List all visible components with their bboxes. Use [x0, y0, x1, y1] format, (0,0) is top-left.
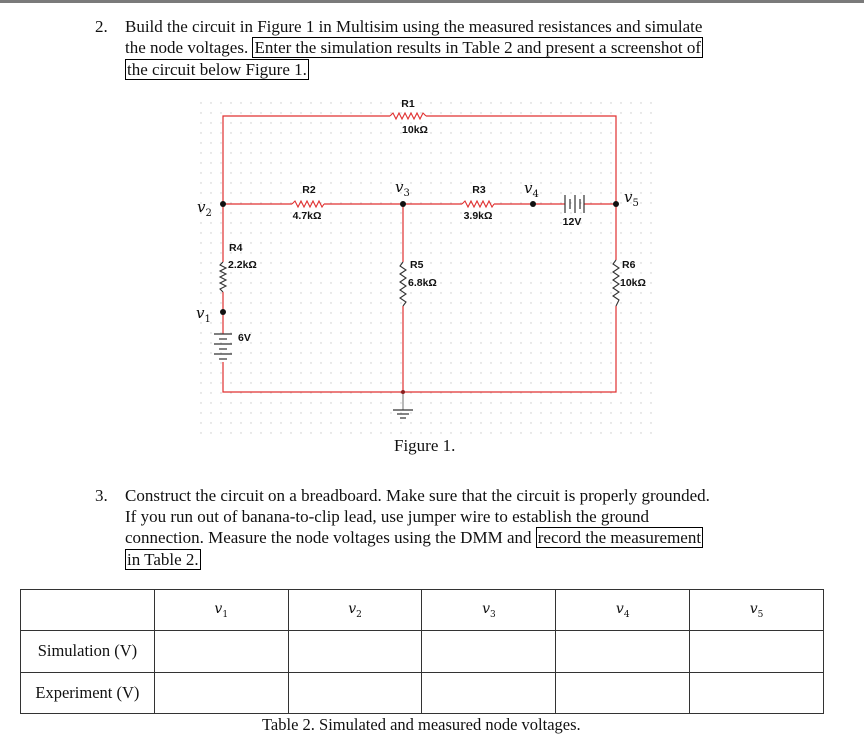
- task-2-line-3: [125, 59, 309, 80]
- cell-sim-v4[interactable]: [556, 631, 690, 672]
- ground-junction: [401, 390, 405, 394]
- cell-exp-v5[interactable]: [690, 672, 824, 713]
- cell-sim-v3[interactable]: [422, 631, 556, 672]
- node-v3-label: $v_3$: [395, 178, 410, 199]
- r6-name: R6: [622, 259, 636, 271]
- r1-name: R1: [401, 98, 415, 110]
- table-header-v4: $v_4$: [556, 590, 690, 631]
- cell-exp-v4[interactable]: [556, 672, 690, 713]
- cell-exp-v2[interactable]: [288, 672, 422, 713]
- task-2-line-1: Build the circuit in Figure 1 in Multisim using the measured resistances and simulate: [125, 17, 703, 36]
- node-v1-dot: [220, 309, 226, 315]
- table-corner-cell: [21, 590, 155, 631]
- task-2-highlight-1: Enter the simulation results in Table 2 and present a screenshot of: [254, 38, 701, 57]
- r5-name: R5: [410, 259, 424, 271]
- source-6v-label: 6V: [238, 332, 251, 344]
- task-3-highlight-1: record the measurement: [537, 528, 702, 547]
- node-v3-dot: [400, 201, 406, 207]
- task-2-line-2-text: the node voltages.: [125, 38, 253, 57]
- task-3-line-1: Construct the circuit on a breadboard. Make sure that the circuit is properly grounded.: [125, 486, 710, 505]
- cell-sim-v5[interactable]: [690, 631, 824, 672]
- task-3-line-4: [125, 549, 201, 570]
- task-3-line-3-text: connection. Measure the node voltages using the DMM and: [125, 528, 536, 547]
- table-header-v1: $v_1$: [154, 590, 288, 631]
- circuit-schematic: [190, 92, 660, 442]
- task-3-number: 3.: [95, 486, 108, 505]
- task-3-line-2: [125, 506, 649, 527]
- r4-name: R4: [229, 242, 243, 254]
- table-header-row: [21, 590, 824, 631]
- task-3-highlight-2: in Table 2.: [127, 550, 199, 569]
- node-v5-dot: [613, 201, 619, 207]
- table-header-v2: $v_2$: [288, 590, 422, 631]
- cell-sim-v1[interactable]: [154, 631, 288, 672]
- r6-value: 10kΩ: [620, 277, 646, 289]
- row-label-simulation: Simulation (V): [21, 631, 155, 672]
- task-3-line-2-text: If you run out of banana-to-clip lead, use jumper wire to establish the ground: [125, 507, 650, 526]
- r2-name: R2: [302, 184, 316, 196]
- figure-caption: Figure 1.: [394, 436, 456, 455]
- row-label-experiment: Experiment (V): [21, 672, 155, 713]
- page-top-rule: [0, 0, 864, 3]
- cell-exp-v1[interactable]: [154, 672, 288, 713]
- r2-value: 4.7kΩ: [292, 210, 322, 222]
- table-header-v3: $v_3$: [422, 590, 556, 631]
- r5-value: 6.8kΩ: [408, 277, 437, 289]
- task-3-line-3: [125, 527, 703, 548]
- table-caption: Table 2. Simulated and measured node voltages.: [262, 715, 581, 734]
- node-v2-dot: [220, 201, 226, 207]
- grid-background: [192, 94, 658, 436]
- node-v5-label: $v_5$: [624, 188, 639, 209]
- cell-exp-v3[interactable]: [422, 672, 556, 713]
- r4-value: 2.2kΩ: [228, 259, 257, 271]
- r1-value: 10kΩ: [402, 124, 428, 136]
- node-voltage-table: [20, 589, 824, 714]
- table-row: [21, 631, 824, 672]
- node-v2-label: $v_2$: [197, 198, 212, 219]
- task-2-number: 2.: [95, 17, 108, 36]
- node-v1-label: $v_1$: [196, 304, 211, 325]
- node-v4-dot: [530, 201, 536, 207]
- cell-sim-v2[interactable]: [288, 631, 422, 672]
- r3-name: R3: [472, 184, 486, 196]
- table-header-v5: $v_5$: [690, 590, 824, 631]
- task-2-highlight-2: the circuit below Figure 1.: [127, 60, 307, 79]
- r3-value: 3.9kΩ: [463, 210, 493, 222]
- node-v4-label: $v_4$: [524, 179, 539, 200]
- table-row: [21, 672, 824, 713]
- task-2-line-2: [125, 37, 703, 58]
- source-12v-label: 12V: [562, 216, 582, 228]
